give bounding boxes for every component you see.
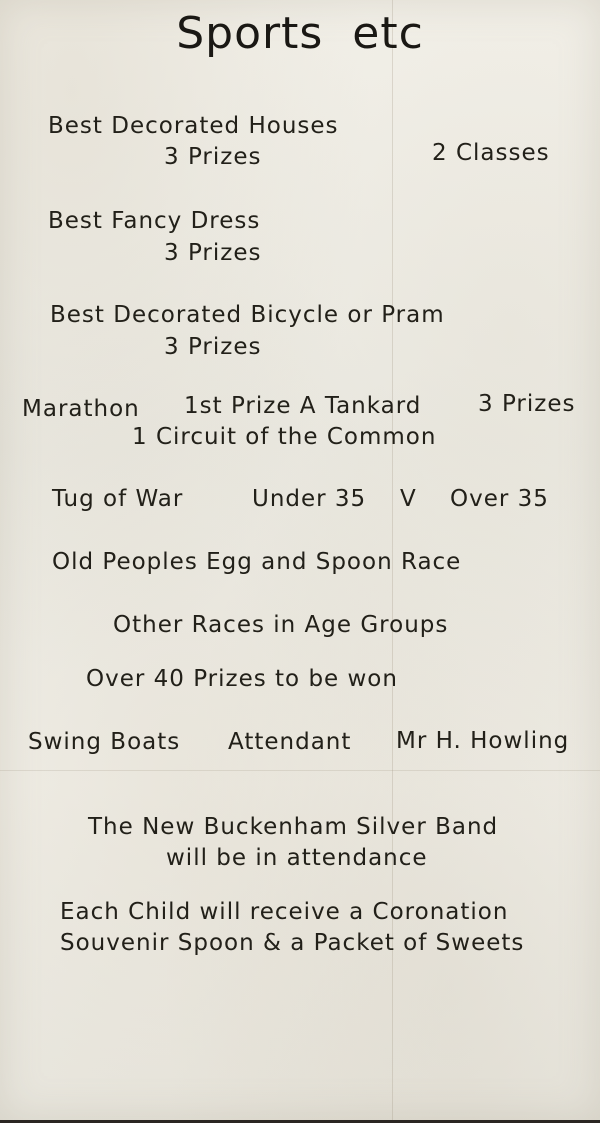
swing-boats-attendant: Attendant — [228, 729, 352, 755]
fold-crease-horizontal — [0, 770, 600, 771]
tug-of-war-label: Tug of War — [52, 486, 184, 512]
swing-boats-label: Swing Boats — [28, 729, 181, 755]
bicycle-prizes: 3 Prizes — [164, 334, 262, 360]
paper-bottom-edge — [0, 1120, 600, 1139]
houses-heading: Best Decorated Houses — [48, 113, 339, 139]
marathon-circuit: 1 Circuit of the Common — [132, 424, 437, 450]
souvenir-line1: Each Child will receive a Coronation — [60, 899, 509, 925]
swing-boats-attendant-name: Mr H. Howling — [396, 728, 570, 754]
houses-prizes: 3 Prizes — [164, 144, 262, 170]
marathon-label: Marathon — [22, 396, 140, 422]
prizes-total: Over 40 Prizes to be won — [86, 666, 398, 692]
souvenir-line2: Souvenir Spoon & a Packet of Sweets — [60, 930, 525, 956]
bicycle-heading: Best Decorated Bicycle or Pram — [50, 302, 445, 328]
band-line2: will be in attendance — [166, 845, 428, 871]
marathon-prizes: 3 Prizes — [478, 391, 576, 417]
band-line1: The New Buckenham Silver Band — [88, 814, 499, 840]
egg-spoon-race: Old Peoples Egg and Spoon Race — [52, 549, 462, 575]
fancy-dress-heading: Best Fancy Dress — [48, 208, 261, 234]
fancy-dress-prizes: 3 Prizes — [164, 240, 262, 266]
houses-classes: 2 Classes — [432, 140, 550, 166]
other-races: Other Races in Age Groups — [113, 612, 449, 638]
tug-of-war-under: Under 35 — [252, 486, 367, 512]
marathon-first-prize: 1st Prize A Tankard — [184, 393, 422, 419]
tug-of-war-versus: V — [400, 486, 417, 512]
page-title: Sports etc — [176, 8, 424, 59]
tug-of-war-over: Over 35 — [450, 486, 549, 512]
